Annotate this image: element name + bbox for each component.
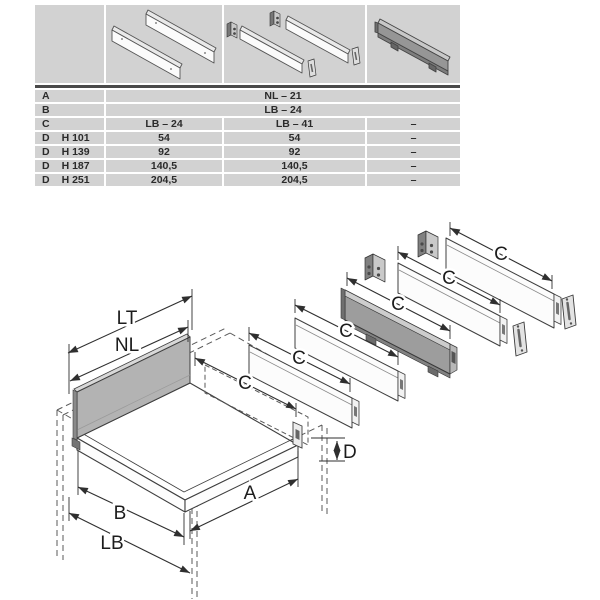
dimension-label-b: B bbox=[113, 503, 127, 524]
rear-fixing-plate bbox=[562, 295, 576, 329]
dimension-label-c1: C bbox=[238, 373, 252, 394]
front-bracket bbox=[418, 231, 438, 259]
dimension-label-c5: C bbox=[442, 268, 456, 289]
table-cell: 140,5 bbox=[106, 160, 222, 172]
table-cell: – bbox=[367, 118, 460, 130]
table-cell: – bbox=[367, 174, 460, 186]
table-row-label: A bbox=[35, 90, 104, 102]
table-cell: 92 bbox=[106, 146, 222, 158]
front-bracket bbox=[365, 254, 385, 282]
dimension-label-nl: NL bbox=[114, 335, 140, 356]
dimension-label-lt: LT bbox=[116, 308, 138, 329]
table-cell: 140,5 bbox=[224, 160, 365, 172]
table-cell: – bbox=[367, 160, 460, 172]
table-row-label: D H 187 bbox=[35, 160, 104, 172]
dimension-label-c3: C bbox=[339, 321, 353, 342]
table-cell: – bbox=[367, 132, 460, 144]
table-cell: NL – 21 bbox=[106, 90, 460, 102]
table-row-label: C bbox=[35, 118, 104, 130]
dimension-label-c2: C bbox=[292, 348, 306, 369]
table-cell: – bbox=[367, 146, 460, 158]
table-cell: LB – 24 bbox=[106, 104, 460, 116]
table-cell: 204,5 bbox=[106, 174, 222, 186]
table-cell: LB – 41 bbox=[224, 118, 365, 130]
table-row-label: D H 251 bbox=[35, 174, 104, 186]
table-row-label: B bbox=[35, 104, 104, 116]
table-cell: 54 bbox=[106, 132, 222, 144]
table-row-label: D H 139 bbox=[35, 146, 104, 158]
dimension-label-lb: LB bbox=[100, 533, 124, 554]
table-cell: 204,5 bbox=[224, 174, 365, 186]
rear-fixing-plate bbox=[513, 322, 527, 356]
table-row-label: D H 101 bbox=[35, 132, 104, 144]
dimension-label-a: A bbox=[243, 483, 257, 504]
table-cell: 54 bbox=[224, 132, 365, 144]
table-cell: LB – 24 bbox=[106, 118, 222, 130]
dimension-label-c6: C bbox=[494, 244, 508, 265]
table-cell: 92 bbox=[224, 146, 365, 158]
dimension-label-d: D bbox=[343, 442, 357, 463]
dimension-label-c4: C bbox=[391, 294, 405, 315]
